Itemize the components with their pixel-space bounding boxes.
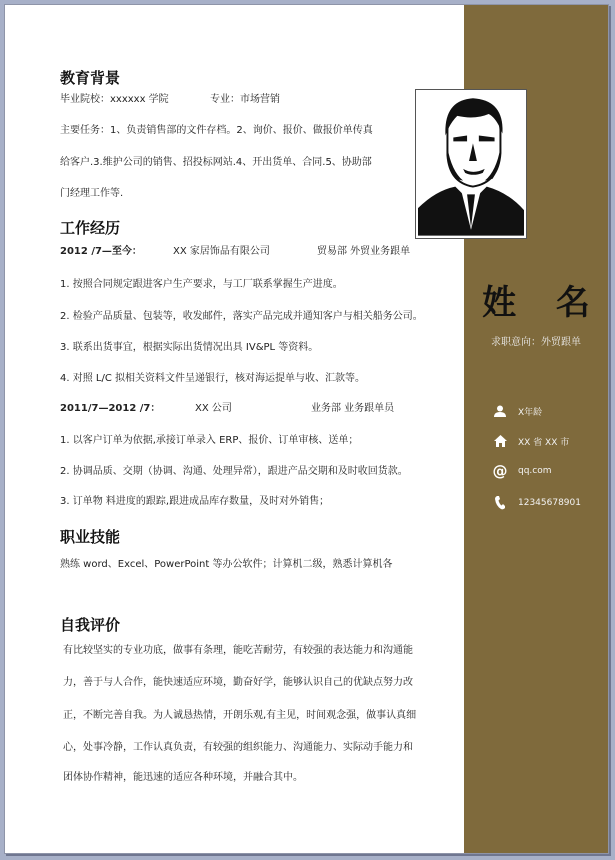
contact-email — [492, 463, 552, 479]
education-heading: 教育背景 — [60, 69, 121, 87]
person-icon — [492, 403, 508, 419]
resume-page — [4, 4, 609, 854]
at-icon: @ — [492, 462, 508, 480]
evaluation-line: 力，善于与人合作，能快速适应环境，勤奋好学，能够认识自己的优缺点努力改 — [63, 677, 413, 688]
education-school: 毕业院校：xxxxxx 学院 — [60, 94, 169, 105]
work1-company: XX 家居饰品有限公司 — [173, 246, 270, 257]
work2-duty: 1. 以客户订单为依据,承接订单录入 ERP、报价、订单审核、送单； — [60, 435, 359, 446]
profile-photo — [415, 89, 527, 239]
contact-phone-text: 12345678901 — [518, 498, 581, 508]
phone-icon — [492, 495, 508, 511]
work2-duty: 2. 协调品质、交期（协调、沟通、处理异常），跟进产品交期和及时收回货款。 — [60, 466, 408, 477]
portrait-image — [418, 92, 524, 236]
work1-duty: 3. 联系出货事宜，根据实际出货情况出具 IV&PL 等资料。 — [60, 342, 319, 353]
work1-duty: 4. 对照 L/C 拟相关资料文件呈递银行，核对海运提单与收、汇款等。 — [60, 373, 365, 384]
work1-duty: 2. 检验产品质量、包装等，收发邮件，落实产品完成并通知客户与相关船务公司。 — [60, 311, 423, 322]
applicant-name: 姓 名 — [482, 283, 604, 323]
work-heading: 工作经历 — [60, 219, 121, 237]
evaluation-heading: 自我评价 — [60, 616, 121, 634]
evaluation-line: 心，处事冷静，工作认真负责，有较强的组织能力、沟通能力、实际动手能力和 — [63, 742, 413, 753]
contact-age — [492, 403, 542, 419]
work1-position: 贸易部 外贸业务跟单 — [317, 246, 411, 257]
education-tasks-line3: 门经理工作等. — [60, 188, 124, 199]
home-icon — [492, 433, 508, 449]
work2-period: 2011/7—2012 /7： — [60, 403, 161, 414]
contact-address-text: XX 省 XX 市 — [518, 437, 570, 448]
work2-duty: 3. 订单物 料进度的跟踪,跟进成品库存数量，及时对外销售； — [60, 496, 330, 507]
education-tasks-line1: 主要任务：1、负责销售部的文件存档。2、询价、报价、做报价单传真 — [60, 125, 373, 136]
contact-age-text: X年龄 — [518, 407, 543, 418]
work2-company: XX 公司 — [195, 403, 232, 414]
contact-email-text: qq.com — [518, 466, 552, 476]
education-tasks-line2: 给客户.3.维护公司的销售、招投标网站.4、开出货单、合同.5、协助部 — [60, 157, 372, 168]
skills-text: 熟练 word、Excel、PowerPoint 等办公软件；计算机二级，熟悉计算机各 — [60, 559, 393, 570]
work2-position: 业务部 业务跟单员 — [311, 403, 395, 414]
evaluation-line: 团体协作精神，能迅速的适应各种环境，并融合其中。 — [63, 772, 303, 783]
skills-heading: 职业技能 — [60, 528, 121, 546]
evaluation-line: 正，不断完善自我。为人诚恳热情，开朗乐观,有主见，时间观念强，做事认真细 — [63, 710, 417, 721]
evaluation-line: 有比较坚实的专业功底，做事有条理，能吃苦耐劳，有较强的表达能力和沟通能 — [63, 645, 413, 656]
contact-phone — [492, 495, 581, 511]
contact-address — [492, 433, 569, 449]
work1-period: 2012 /7—至今： — [60, 246, 142, 257]
education-major: 专业：市场营销 — [210, 94, 280, 105]
work1-duty: 1. 按照合同规定跟进客户生产要求，与工厂联系掌握生产进度。 — [60, 279, 343, 290]
job-intent: 求职意向：外贸跟单 — [491, 337, 581, 348]
